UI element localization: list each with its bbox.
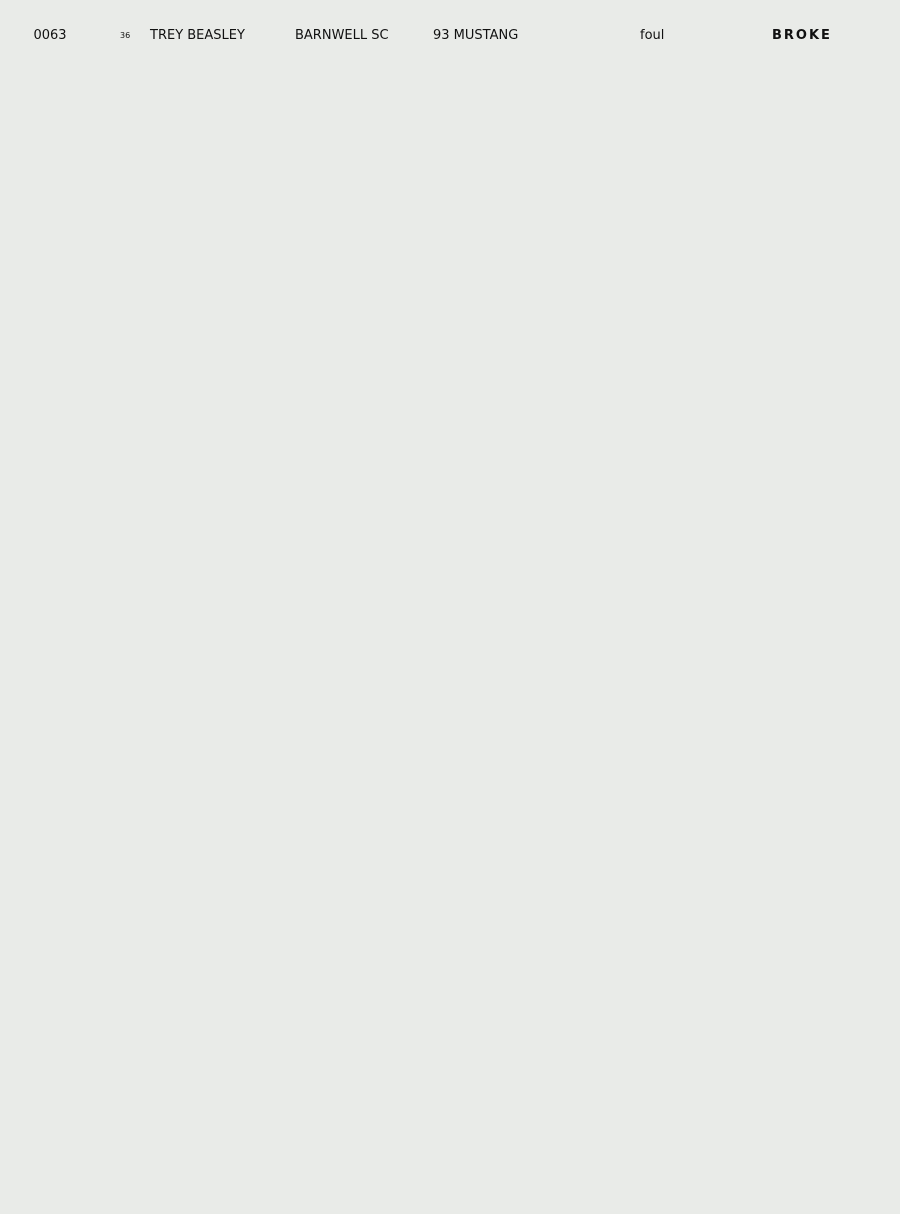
vehicle: 93 MUSTANG — [433, 28, 519, 43]
status-note: BROKE — [772, 28, 832, 43]
foul-flag: foul — [640, 28, 665, 43]
car-number: 0063 — [33, 28, 67, 43]
hometown: BARNWELL SC — [295, 28, 389, 43]
result-row — [0, 26, 900, 46]
driver-name: TREY BEASLEY — [150, 28, 245, 43]
seed-number: 36 — [120, 31, 131, 40]
